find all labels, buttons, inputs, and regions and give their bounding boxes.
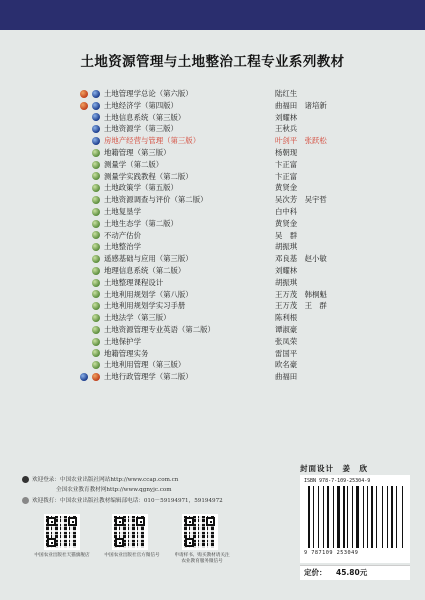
award-blue-icon [92, 102, 100, 110]
leaf-icon [92, 243, 100, 251]
book-title: 土地整理课程设计 [104, 277, 164, 287]
qr-caption-tmall: 中国农业出版社天猫旗舰店 [34, 553, 90, 558]
contact-line-phone: 欢迎拨打：中国农业出版社教材编辑部电话：010－59194971，59194972 [22, 496, 223, 504]
leaf-icon [92, 172, 100, 180]
book-author: 陆红生 [275, 89, 298, 98]
qr-code-tmall[interactable] [44, 514, 80, 550]
book-title: 土地政策学（第五版） [104, 183, 178, 193]
book-list-item [80, 253, 380, 265]
contact-line-website: 欢迎登录：中国农业出版社网站http://www.ccap.com.cn [22, 475, 178, 483]
book-list-item [80, 371, 380, 383]
leaf-icon [92, 349, 100, 357]
barcode-bar [367, 486, 368, 548]
book-list-item [80, 300, 380, 312]
barcode-bar [308, 486, 310, 548]
book-list-item [80, 218, 380, 230]
barcode-bar [333, 486, 334, 548]
barcode-bar [337, 486, 340, 548]
qr-caption-wechat: 中国农业出版社官方微信号 [104, 553, 160, 558]
qr-code-wechat-official[interactable] [112, 514, 148, 550]
barcode-bar [382, 486, 383, 548]
leaf-icon [92, 361, 100, 369]
barcode-panel [300, 475, 410, 563]
book-title: 土地复垦学 [104, 206, 141, 216]
book-title: 房地产经营与管理（第三版） [104, 136, 201, 146]
award-blue-icon [92, 125, 100, 133]
book-list-item [80, 312, 380, 324]
qr-caption-service: 申请样书、购买教材请关注 农业教育服务微信号 [174, 553, 230, 564]
book-list-item [80, 194, 380, 206]
book-title: 土地法学（第三版） [104, 313, 171, 323]
book-author: 黄贤金 [275, 183, 298, 193]
book-author: 王万茂 韩桐魁 [275, 289, 327, 299]
barcode-bar [313, 486, 314, 548]
barcode-bar [343, 486, 345, 548]
contact-line-edu-site: 全国农业教育教材网http://www.qgnyjc.com [56, 487, 172, 493]
top-color-band [0, 0, 425, 30]
book-author: 叶剑平 张跃松 [275, 136, 327, 146]
website-icon [22, 476, 29, 483]
barcode-bar [327, 486, 329, 548]
book-author: 欧名豪 [275, 360, 298, 370]
leaf-icon [92, 220, 100, 228]
book-author: 白中科 [275, 206, 298, 216]
book-list-item [80, 289, 380, 301]
book-list-item [80, 171, 380, 183]
book-author: 王万茂 王 群 [275, 301, 327, 311]
qr-code-education-service[interactable] [182, 514, 218, 550]
book-list-item [80, 206, 380, 218]
isbn-text: ISBN 978-7-109-25304-9 [304, 478, 371, 484]
book-author: 刘耀林 [275, 112, 298, 122]
leaf-icon [92, 314, 100, 322]
leaf-icon [92, 290, 100, 298]
book-list-item [80, 88, 380, 100]
book-author: 曲福田 诸培新 [275, 100, 327, 110]
book-author: 胡振琪 [275, 242, 298, 252]
barcode-bar [323, 486, 324, 548]
award-blue-icon [80, 373, 88, 381]
book-list-item [80, 336, 380, 348]
book-list-item [80, 277, 380, 289]
barcode-bar [318, 486, 319, 548]
award-red-icon [92, 373, 100, 381]
book-author: 刘耀林 [275, 265, 298, 275]
price-box [300, 565, 410, 580]
book-author: 吴 群 [275, 230, 298, 240]
book-title: 土地利用规划学（第八版） [104, 289, 193, 299]
book-author: 陈利根 [275, 313, 298, 323]
barcode-bar [352, 486, 353, 548]
book-author: 雷国平 [275, 348, 298, 358]
book-title: 遥感基础与应用（第三版） [104, 254, 193, 264]
book-title: 土地保护学 [104, 336, 141, 346]
book-list-item [80, 241, 380, 253]
book-author: 吴次芳 吴宇哲 [275, 195, 327, 205]
award-blue-icon [92, 113, 100, 121]
book-title: 土地生态学（第二版） [104, 218, 178, 228]
book-title: 地籍管理实务 [104, 348, 149, 358]
book-author: 谭淑豪 [275, 324, 298, 334]
barcode-bar [391, 486, 393, 548]
book-list-item [80, 135, 380, 147]
book-author: 曲福田 [275, 372, 298, 382]
award-blue-icon [92, 137, 100, 145]
barcode-bar [402, 486, 403, 548]
leaf-icon [92, 208, 100, 216]
book-title: 土地利用管理（第三版） [104, 360, 186, 370]
cover-design-credit: 封面设计 姜 欣 [300, 464, 368, 473]
book-title: 土地资源管理专业英语（第二版） [104, 324, 215, 334]
leaf-icon [92, 326, 100, 334]
book-title: 土地整治学 [104, 242, 141, 252]
book-author: 胡振琪 [275, 277, 298, 287]
barcode-bar [396, 486, 397, 548]
book-list-item [80, 265, 380, 277]
leaf-icon [92, 161, 100, 169]
book-list-item [80, 123, 380, 135]
book-list-item [80, 359, 380, 371]
book-author: 张凤荣 [275, 336, 298, 346]
leaf-icon [92, 149, 100, 157]
book-author: 黄贤金 [275, 218, 298, 228]
book-title: 测量学实践教程（第二版） [104, 171, 193, 181]
book-title: 土地经济学（第四版） [104, 100, 178, 110]
leaf-icon [92, 279, 100, 287]
book-title: 地理信息系统（第二版） [104, 265, 186, 275]
barcode-digits: 9 787109 253049 [304, 550, 359, 556]
book-author: 卞正富 [275, 159, 298, 169]
leaf-icon [92, 231, 100, 239]
book-list-item [80, 324, 380, 336]
book-title: 土地行政管理学（第二版） [104, 372, 193, 382]
book-list-item [80, 147, 380, 159]
barcode-bar [376, 486, 377, 548]
book-title: 地籍管理（第三版） [104, 147, 171, 157]
book-list-item [80, 159, 380, 171]
book-title: 土地利用规划学实习手册 [104, 301, 186, 311]
book-title: 测量学（第二版） [104, 159, 164, 169]
phone-icon [22, 497, 29, 504]
barcode-bar [371, 486, 373, 548]
book-author: 卞正富 [275, 171, 298, 181]
leaf-icon [92, 196, 100, 204]
leaf-icon [92, 302, 100, 310]
book-title: 土地信息系统（第三版） [104, 112, 186, 122]
price-value: 45.80元 [336, 568, 368, 577]
award-red-icon [80, 90, 88, 98]
barcode-bar [363, 486, 364, 548]
leaf-icon [92, 255, 100, 263]
barcode-bar [347, 486, 348, 548]
book-author: 王秋兵 [275, 124, 298, 134]
book-list-item [80, 112, 380, 124]
award-blue-icon [92, 90, 100, 98]
price-label: 定价： [304, 568, 327, 577]
book-list-item [80, 182, 380, 194]
book-author: 杨朝现 [275, 147, 298, 157]
book-list-item [80, 230, 380, 242]
book-title: 土地资源调查与评价（第二版） [104, 195, 208, 205]
leaf-icon [92, 267, 100, 275]
barcode-bar [387, 486, 388, 548]
book-title: 土地管理学总论（第六版） [104, 89, 193, 98]
leaf-icon [92, 184, 100, 192]
series-title: 土地资源管理与土地整治工程专业系列教材 [80, 54, 345, 70]
leaf-icon [92, 338, 100, 346]
barcode [308, 486, 404, 548]
book-title: 不动产估价 [104, 230, 141, 240]
barcode-bar [356, 486, 359, 548]
book-author: 邓良基 赵小敏 [275, 254, 327, 264]
book-list-item [80, 100, 380, 112]
book-list-item [80, 348, 380, 360]
award-red-icon [80, 102, 88, 110]
book-list [80, 88, 380, 383]
book-title: 土地资源学（第三版） [104, 124, 178, 134]
